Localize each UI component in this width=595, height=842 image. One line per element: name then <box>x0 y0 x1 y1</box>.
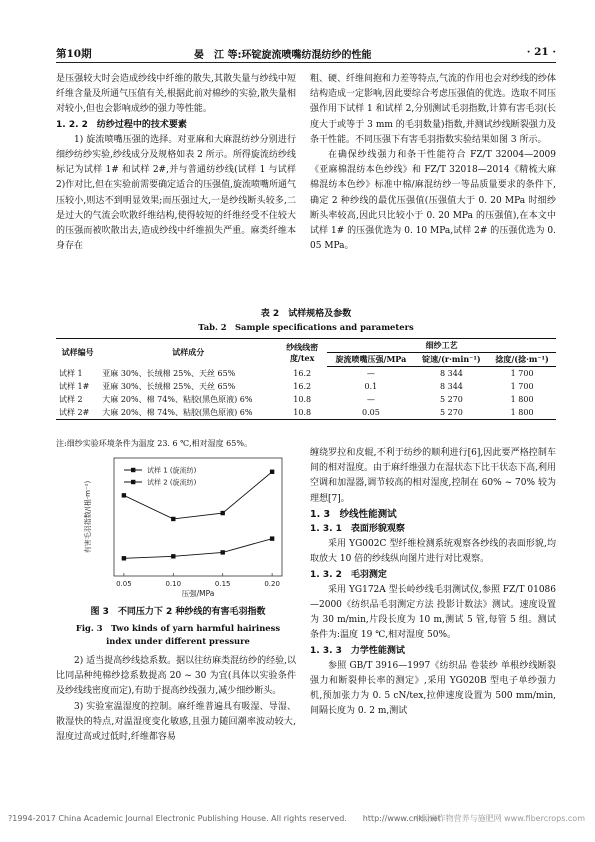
legend-marker <box>131 468 135 472</box>
x-tick-label: 0.15 <box>214 580 231 588</box>
hairiness-chart <box>56 452 300 598</box>
col-header-composition: 试样成分 <box>99 339 277 367</box>
table-caption-cn: 表 2 试样规格及参数 <box>260 309 352 319</box>
specification-table <box>56 338 556 420</box>
right-column-top <box>310 72 556 254</box>
cell-id: 试样 2# <box>56 406 99 420</box>
figure-caption-en-2: index under different pressure <box>106 636 250 646</box>
data-point <box>221 550 225 554</box>
cell-composition: 亚麻 30%、长绒棉 25%、天丝 65% <box>102 381 236 391</box>
table-row <box>56 367 556 380</box>
cell-speed: 5 270 <box>439 394 463 404</box>
watermark-text: 中国麻作物营养与施肥网 www.fibercrops.com <box>413 814 585 823</box>
paragraph: 3) 实验室温湿度的控制。麻纤维普遍具有吸湿、导湿、散湿快的特点,对温湿度变化敏感,且强力随回潮率波动较大,湿度过高或过低时,纤维都容易 <box>56 701 296 743</box>
x-tick-label: 0.05 <box>116 580 132 588</box>
data-point <box>171 554 175 558</box>
cell-id: 试样 2 <box>59 394 83 404</box>
running-title: 晏 江 等:环锭旋流喷嘴纺混纺纱的性能 <box>194 50 372 61</box>
table-row <box>56 393 556 406</box>
paragraph: 缠绕罗拉和皮辊,不利于纺纱的顺利进行[6],因此要严格控制车间的相对湿度。由于麻纤维强力在湿状态下比干状态下高,利用空调和加湿器,调节较高的相对湿度,控制在 60% ~ 70% 较为理想[7]。 <box>310 448 556 504</box>
cell-speed: 8 344 <box>439 368 463 378</box>
cell-density: 16.2 <box>293 381 312 391</box>
col-header-speed: 锭速/(r·min⁻¹) <box>415 353 489 367</box>
series-line <box>124 539 272 559</box>
table-row <box>56 406 556 420</box>
cell-pressure: — <box>366 394 375 404</box>
right-column-bottom <box>310 446 556 720</box>
cell-speed: 8 344 <box>439 381 463 391</box>
legend-label: 试样 2 (旋流纺) <box>147 478 197 487</box>
paragraph: 1) 旋流喷嘴压强的选择。对亚麻和大麻混纺纱分别进行细纱纺纱实验,纱线成分及规格如表 2 所示。所得旋流纺纱线标记为试样 1# 和试样 2#,并与普通纺纱线(试样 1 与试样 2)作对比,但在实验前需要确定适合的压强值,旋流喷嘴所通气压较小,则达不到明显效果;而压强过大,一是纱线断头较多,二是过大的气流会吹散纤维结构,使得较短的纤维经受不住较大的压强而被吹散出去,造成纱线中纤维损失严重。麻类纤维本身存在 <box>56 134 296 252</box>
col-header-twist: 捻度/(捻·m⁻¹) <box>488 353 556 367</box>
subsection-heading: 1. 3. 2 毛羽测定 <box>310 569 387 580</box>
left-column-top <box>56 72 296 254</box>
paragraph: 采用 YG172A 型长岭纱线毛羽测试仪,参照 FZ/T 01086—2000《纺织品毛羽测定方法 投影计数法》测试。速度设置为 30 m/min,片段长度为 10 m,测试 5 管,每管 5 组。测试条件为:温度 19 ℃,相对湿度 50%。 <box>310 584 556 641</box>
cell-twist: 1 800 <box>488 406 556 420</box>
cell-twist: 1 800 <box>510 394 534 404</box>
figure-caption-en-1: Fig. 3 Two kinds of yarn harmful hairiness <box>75 623 281 633</box>
cell-composition: 大麻 20%、棉 74%、粘胶(黑色原液) 6% <box>99 406 277 420</box>
subsection-heading: 1. 3. 3 力学性能测试 <box>310 645 405 656</box>
cell-composition: 亚麻 30%、长绒棉 25%、天丝 65% <box>102 368 236 378</box>
cell-id: 试样 1 <box>59 368 83 378</box>
col-group-header: 细纱工艺 <box>327 339 556 353</box>
paragraph: 参照 GB/T 3916—1997《纺织品 卷装纱 单根纱线断裂强力和断裂伸长率的测定》,采用 YG020B 型电子单纱强力机,预加张力为 0. 5 cN/tex,拉伸速度设置为 500 mm/min,间隔长度为 0. 2 m,测试 <box>310 660 556 717</box>
table-row <box>56 380 556 393</box>
paragraph: 2) 适当提高纱线捻系数。据以往纺麻类混纺纱的经验,以比同品种纯棉纱捻系数提高 20 ~ 30 为宜(具体以实验条件及纱线线密度而定),有助于提高纱线强力,减少细纱断头。 <box>56 656 296 697</box>
data-point <box>122 556 126 560</box>
cell-composition: 大麻 20%、棉 74%、粘胶(黑色原液) 6% <box>102 394 253 404</box>
cell-speed: 5 270 <box>415 406 489 420</box>
table-note: 注:细纱实验环境条件为温度 23. 6 ℃,相对湿度 65%。 <box>56 439 252 448</box>
data-point <box>270 536 274 540</box>
data-point <box>171 517 175 521</box>
table-caption-en: Tab. 2 Sample specifications and parameters <box>198 322 414 332</box>
running-header <box>56 44 556 63</box>
cell-twist: 1 700 <box>510 381 534 391</box>
page-number: · 21 · <box>526 46 556 58</box>
copyright-text: ?1994-2017 China Academic Journal Electronic Publishing House. All rights reserved. http://www.cnki.net <box>8 814 441 823</box>
col-header-density: 纱线线密度/tex <box>277 339 327 367</box>
section-heading: 1. 3 纱线性能测试 <box>310 508 397 520</box>
x-tick-label: 0.20 <box>264 580 280 588</box>
x-axis-label: 压强/MPa <box>181 589 215 598</box>
col-header-id: 试样编号 <box>56 339 99 367</box>
cell-twist: 1 700 <box>510 368 534 378</box>
plot-frame <box>114 458 282 576</box>
data-point <box>221 511 225 515</box>
paragraph: 粗、硬、纤维间抱和力差等特点,气流的作用也会对纱线的纱体结构造成一定影响,因此要综合考虑压强值的优选。选取不同压强作用下试样 1 和试样 2,分别测试毛羽指数,计算有害毛羽(长度大于或等于 3 mm 的毛羽数量)指数,并测试纱线断裂强力及条干性能。不同压强下有害毛羽指数实验结果如图 3 所示。 <box>310 74 556 145</box>
cell-density: 16.2 <box>293 368 312 378</box>
paragraph: 在确保纱线强力和条干性能符合 FZ/T 32004—2009《亚麻棉混纺本色纱线》和 FZ/T 32018—2014《精梳大麻棉混纺本色纱》标准中棉/麻混纺纱一等品质量要求的条件下,确定 2 种纱线的最优压强值(压强值大于 0. 20 MPa 时细纱断头率较高,因此只比较小于 0. 20 MPa 的压强值),在本文中试样 1# 的压强优选为 0. 10 MPa,试样 2# 的压强优选为 0. 05 MPa。 <box>310 150 556 252</box>
figure-3 <box>56 452 300 598</box>
section-heading: 1. 2. 2 纺纱过程中的技术要素 <box>56 119 187 130</box>
legend-marker <box>131 480 135 484</box>
data-point <box>122 493 126 497</box>
issue-number: 第10期 <box>56 48 92 60</box>
paragraph: 是压强较大时会造成纱线中纤维的散失,其散失量与纱线中短纤维含量及所通气压值有关,根据此前对棉纱的实验,散失量相对较小,但也会影响成纱的强力等性能。 <box>56 74 296 115</box>
data-point <box>270 470 274 474</box>
subsection-heading: 1. 3. 1 表面形貌观察 <box>310 524 405 535</box>
legend-label: 试样 1 (旋流纺) <box>147 466 197 475</box>
left-column-bottom <box>56 654 296 745</box>
cell-pressure: — <box>366 368 375 378</box>
x-tick-label: 0.10 <box>165 580 182 588</box>
paragraph: 采用 YG002C 型纤维检测系统观察各纱线的表面形貌,均取放大 10 倍的纱线纵向图片进行对比观察。 <box>310 539 556 565</box>
cell-density: 10.8 <box>293 394 312 404</box>
figure-caption-cn: 图 3 不同压力下 2 种纱线的有害毛羽指数 <box>90 607 266 617</box>
y-axis-label: 有害毛羽指数/(根·m⁻¹) <box>84 480 92 554</box>
cell-id: 试样 1# <box>59 381 90 391</box>
cell-pressure: 0.05 <box>327 406 414 420</box>
cell-density: 10.8 <box>277 406 327 420</box>
cell-pressure: 0.1 <box>364 381 378 391</box>
col-header-pressure: 旋流喷嘴压强/MPa <box>327 353 414 367</box>
